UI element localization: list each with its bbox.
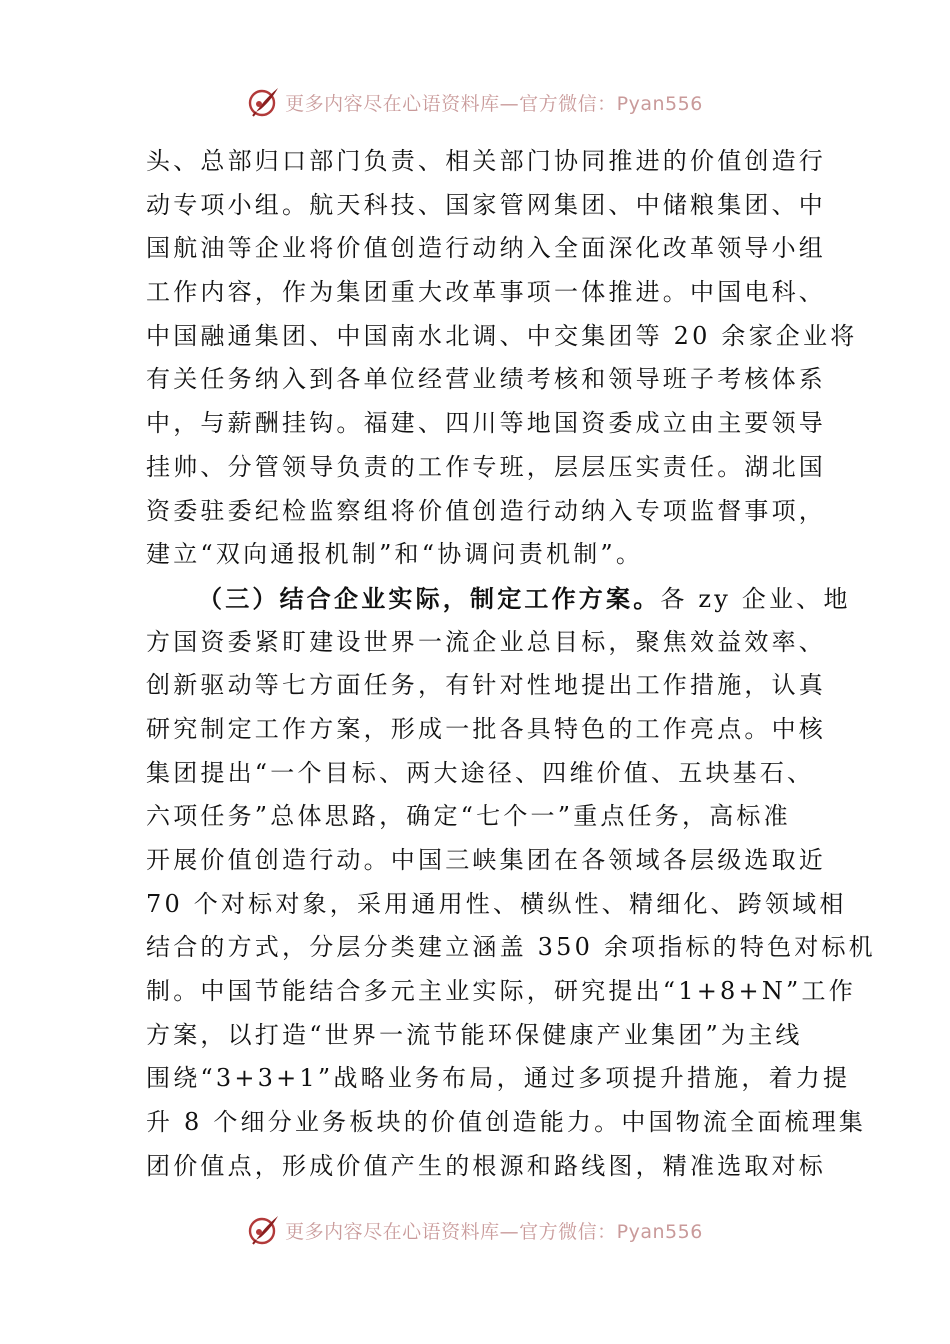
paragraph-line: 研究制定工作方案，形成一批各具特色的工作亮点。中核 — [146, 714, 826, 743]
header-watermark-text: 更多内容尽在心语资料库—官方微信：Pyan556 — [285, 92, 703, 115]
paragraph-line: 建立“双向通报机制”和“协调问责机制”。 — [146, 540, 644, 569]
paragraph-line: 方案，以打造“世界一流节能环保健康产业集团”为主线 — [146, 1020, 803, 1049]
paragraph-line: 围绕“3+3+1”战略业务布局，通过多项提升措施，着力提 — [146, 1064, 851, 1093]
paragraph-line: 六项任务”总体思路，确定“七个一”重点任务，高标准 — [146, 802, 791, 831]
paragraph-line: 资委驻委纪检监察组将价值创造行动纳入专项监督事项， — [146, 496, 826, 525]
paragraph-line: 动专项小组。航天科技、国家管网集团、中储粮集团、中 — [146, 190, 826, 219]
paragraph-line: 集团提出“一个目标、两大途径、四维价值、五块基石、 — [146, 758, 815, 787]
quill-pen-circle-logo-icon — [247, 85, 281, 119]
paragraph-line: 中，与薪酬挂钩。福建、四川等地国资委成立由主要领导 — [146, 409, 826, 438]
paragraph-line: 有关任务纳入到各单位经营业绩考核和领导班子考核体系 — [146, 365, 826, 394]
paragraph-line: 升 8 个细分业务板块的价值创造能力。中国物流全面梳理集 — [146, 1108, 867, 1137]
section-first-line-rest: 各 zy 企业、地 — [660, 584, 851, 613]
paragraph-line: 工作内容，作为集团重大改革事项一体推进。中国电科、 — [146, 278, 826, 307]
paragraph-line: 团价值点，形成价值产生的根源和路线图，精准选取对标 — [146, 1151, 826, 1180]
paragraph-line: 创新驱动等七方面任务，有针对性地提出工作措施，认真 — [146, 671, 826, 700]
paragraph-line: 结合的方式，分层分类建立涵盖 350 余项指标的特色对标机 — [146, 933, 876, 962]
section-heading-line — [146, 577, 851, 621]
paragraph-line: 制。中国节能结合多元主业实际，研究提出“1+8+N”工作 — [146, 977, 856, 1006]
section-heading: （三）结合企业实际，制定工作方案。 — [198, 583, 661, 613]
quill-pen-circle-logo-icon — [247, 1213, 281, 1247]
footer-watermark-text: 更多内容尽在心语资料库—官方微信：Pyan556 — [285, 1220, 703, 1243]
paragraph-line: 70 个对标对象，采用通用性、横纵性、精细化、跨领域相 — [146, 889, 847, 918]
paragraph-line: 挂帅、分管领导负责的工作专班，层层压实责任。湖北国 — [146, 452, 826, 481]
footer-watermark-banner — [0, 1212, 950, 1248]
document-body — [146, 140, 876, 1189]
paragraph-line: 开展价值创造行动。中国三峡集团在各领域各层级选取近 — [146, 846, 826, 874]
header-watermark-banner — [0, 84, 950, 120]
paragraph-line: 国航油等企业将价值创造行动纳入全面深化改革领导小组 — [146, 234, 826, 263]
paragraph-line: 中国融通集团、中国南水北调、中交集团等 20 余家企业将 — [146, 321, 858, 350]
paragraph-line: 方国资委紧盯建设世界一流企业总目标，聚焦效益效率、 — [146, 627, 826, 656]
paragraph-line: 头、总部归口部门负责、相关部门协同推进的价值创造行 — [146, 147, 826, 175]
